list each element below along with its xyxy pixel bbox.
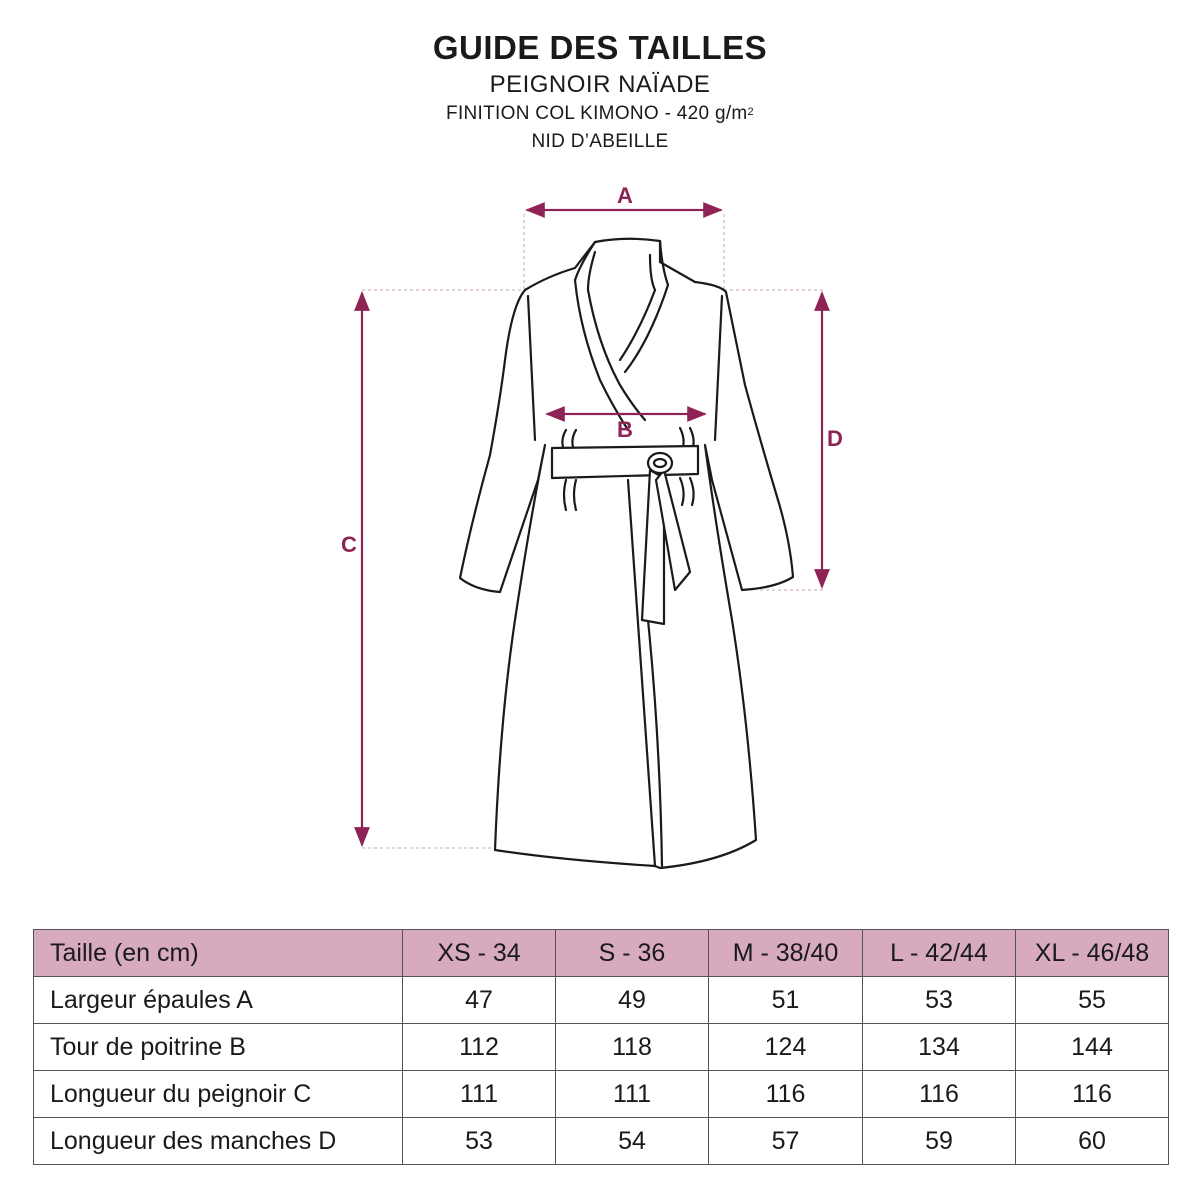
- texture-line: NID D’ABEILLE: [531, 131, 669, 152]
- table-cell: 59: [863, 1118, 1016, 1165]
- table-cell: 49: [556, 977, 709, 1024]
- label-d: D: [827, 426, 843, 451]
- table-cell: 54: [556, 1118, 709, 1165]
- table-row: [34, 977, 1169, 1024]
- table-cell: 112: [403, 1024, 556, 1071]
- table-cell: 53: [863, 977, 1016, 1024]
- robe-outline: [460, 239, 793, 868]
- table-cell: 111: [556, 1071, 709, 1118]
- table-cell: 116: [1016, 1071, 1169, 1118]
- page-title: GUIDE DES TAILLES: [432, 29, 768, 66]
- table-cell: 60: [1016, 1118, 1169, 1165]
- table-cell: 116: [709, 1071, 863, 1118]
- table-cell: 144: [1016, 1024, 1169, 1071]
- label-a: A: [617, 183, 633, 208]
- table-cell: 116: [863, 1071, 1016, 1118]
- robe-body: [460, 239, 793, 868]
- table-cell: 118: [556, 1024, 709, 1071]
- size-table: [33, 929, 1169, 1165]
- row-label: Largeur épaules A: [34, 977, 403, 1024]
- row-label: Longueur du peignoir C: [34, 1071, 403, 1118]
- table-row: [34, 1071, 1169, 1118]
- table-cell: 55: [1016, 977, 1169, 1024]
- table-header-row: [34, 930, 1169, 977]
- table-cell: 111: [403, 1071, 556, 1118]
- table-cell: 47: [403, 977, 556, 1024]
- column-header: XS - 34: [403, 930, 556, 977]
- column-header: L - 42/44: [863, 930, 1016, 977]
- product-name: PEIGNOIR NAÏADE: [489, 71, 711, 98]
- table-cell: 57: [709, 1118, 863, 1165]
- column-header: M - 38/40: [709, 930, 863, 977]
- column-header: XL - 46/48: [1016, 930, 1169, 977]
- finish-exponent: 2: [747, 106, 754, 118]
- table-cell: 124: [709, 1024, 863, 1071]
- row-label: Longueur des manches D: [34, 1118, 403, 1165]
- label-b: B: [617, 417, 633, 442]
- belt: [552, 446, 698, 478]
- table-row: [34, 1118, 1169, 1165]
- row-label: Tour de poitrine B: [34, 1024, 403, 1071]
- table-cell: 134: [863, 1024, 1016, 1071]
- column-header: S - 36: [556, 930, 709, 977]
- table-row: [34, 1024, 1169, 1071]
- column-header: Taille (en cm): [34, 930, 403, 977]
- label-c: C: [341, 532, 357, 557]
- table-cell: 53: [403, 1118, 556, 1165]
- table-cell: 51: [709, 977, 863, 1024]
- belt-knot: [648, 453, 672, 473]
- finish-text: FINITION COL KIMONO - 420 g/m: [446, 103, 748, 124]
